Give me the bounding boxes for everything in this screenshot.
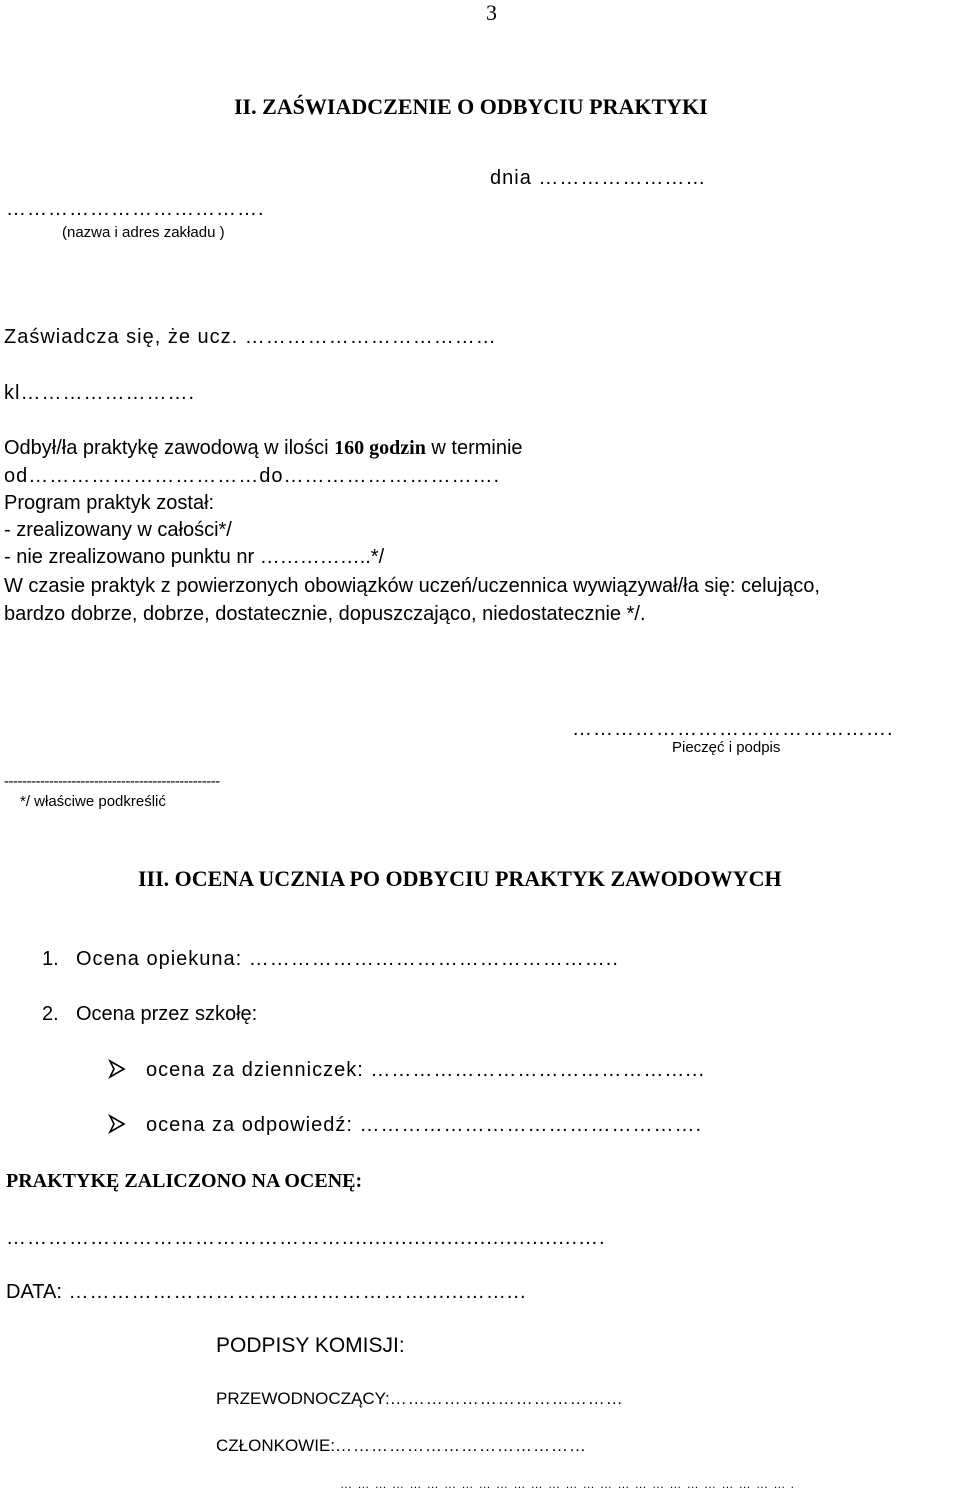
term-line: od……………………………do…………………………. — [4, 465, 501, 487]
members-row — [216, 1436, 587, 1456]
supervisor-grade-line: Ocena opiekuna: …………………………………………….. — [76, 948, 619, 970]
chair-row — [216, 1389, 624, 1409]
date-label: DATA: — [6, 1281, 62, 1303]
members-dots-line-2: … … … … … … … … … … … … … … … … … … … … … … … … … … . — [340, 1477, 796, 1491]
page-number: 3 — [486, 0, 497, 25]
passed-grade-dots: …………………………………………....................................…. — [6, 1227, 606, 1249]
school-grade-label: Ocena przez szkołę: — [76, 1003, 258, 1025]
company-label: (nazwa i adres zakładu ) — [62, 224, 225, 241]
program-line: Program praktyk został: — [4, 492, 215, 514]
class-line: kl……………………. — [4, 382, 195, 404]
item-number-1: 1. — [42, 948, 59, 970]
duties-line-2: bardzo dobrze, dobrze, dostatecznie, dopuszczająco, niedostatecznie */. — [4, 603, 646, 625]
arrow-bullet-icon — [108, 1114, 126, 1139]
duties-line-1: W czasie praktyk z powierzonych obowiązków uczeń/uczennica wywiązywał/ła się: celująco, — [4, 575, 820, 597]
date-row — [6, 1281, 527, 1304]
option-realized: - zrealizowany w całości*/ — [4, 519, 232, 541]
section-title: II. ZAŚWIADCZENIE O ODBYCIU PRAKTYKI — [234, 94, 708, 119]
signature-dots: ………………………………………. — [572, 718, 894, 740]
journal-grade-line: ocena za dzienniczek: ………………………………………... — [146, 1059, 706, 1081]
footnote-rule: ------------------------------------------------ — [4, 773, 220, 790]
practice-line — [4, 437, 523, 460]
certify-line: Zaświadcza się, że ucz. ……………………………… — [4, 326, 497, 348]
arrow-bullet-icon — [108, 1059, 126, 1084]
footnote: */ właściwe podkreślić — [20, 793, 166, 810]
passed-grade-label: PRAKTYKĘ ZALICZONO NA OCENĘ: — [6, 1170, 363, 1192]
chair-dots: ………………………………… — [389, 1389, 624, 1408]
commission-title: PODPISY KOMISJI: — [216, 1334, 405, 1357]
practice-hours: 160 godzin — [334, 437, 426, 459]
practice-tail: w terminie — [425, 437, 523, 459]
date-dots: ……………………………………………......……... — [61, 1281, 527, 1303]
signature-label: Pieczęć i podpis — [672, 739, 781, 756]
section-title-evaluation: III. OCENA UCZNIA PO ODBYCIU PRAKTYK ZAWODOWYCH — [138, 866, 782, 891]
practice-text: Odbył/ła praktykę zawodową w ilości — [4, 437, 335, 459]
members-label: CZŁONKOWIE: — [216, 1436, 336, 1455]
answer-grade-line: ocena za odpowiedź: …………………………………………. — [146, 1114, 703, 1136]
company-dots: ………………………………. — [6, 198, 265, 220]
members-dots: …………………………………… — [335, 1436, 588, 1455]
date-line: dnia …………………… — [490, 167, 707, 189]
item-number-2: 2. — [42, 1003, 59, 1025]
chair-label: PRZEWODNOCZĄCY: — [216, 1389, 390, 1408]
option-not-realized: - nie zrealizowano punktu nr ……………..*/ — [4, 546, 385, 568]
